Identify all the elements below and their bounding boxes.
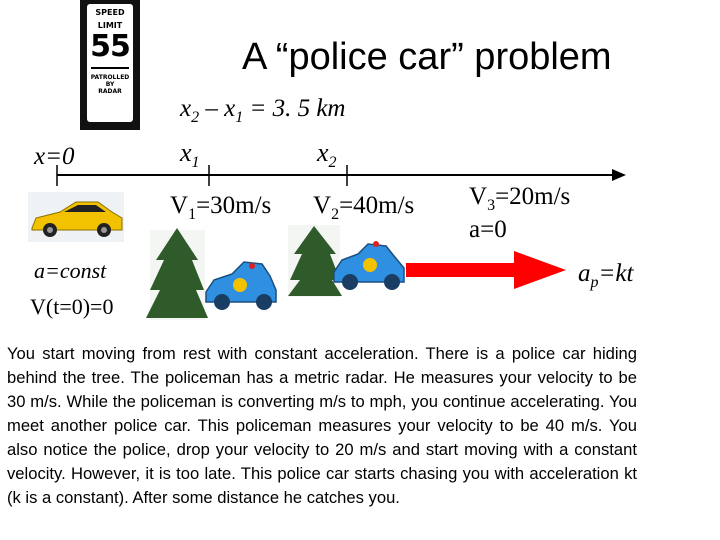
- sign-radar-text: RADAR: [98, 88, 122, 95]
- sign-patrolled-text: PATROLLED: [90, 74, 130, 81]
- problem-description: You start moving from rest with constant acceleration. There is a police car hiding behind the tree. The policeman has a metric radar. He measures your velocity to be 30 m/s. While the policeman is converting m/s to mph, you continue accelerating. You meet another police car. This policeman measures your velocity to be 40 m/s. You also notice the police, drop your velocity to 20 m/s and start moving with a constant velocity. However, it is too late. This police car starts chasing you with acceleration kt (k is a constant). After some distance he catches you.: [7, 344, 637, 507]
- police-car-icon: [206, 262, 276, 310]
- label-x1: $x_1$: [180, 138, 200, 172]
- slide-title: A “police car” problem: [242, 36, 612, 78]
- label-v2: $V_2=40m/s$: [313, 192, 415, 223]
- tree-icon: [288, 225, 342, 297]
- label-a-zero: a=0: [469, 216, 507, 243]
- red-arrow: [406, 251, 566, 289]
- sign-limit-text: LIMIT: [97, 21, 123, 30]
- label-v1: $V_1=30m/s$: [170, 192, 272, 223]
- label-a-const: a=const: [34, 258, 107, 283]
- distance-equation: $x_2 - x_1 = 3$. 5 km: [180, 95, 346, 126]
- sign-by-text: BY: [105, 81, 115, 88]
- label-x2: $x_2$: [317, 138, 337, 172]
- sign-number: 55: [90, 29, 130, 64]
- yellow-sports-car-icon: [28, 192, 124, 242]
- sign-speed-text: SPEED: [95, 8, 125, 17]
- axis-arrowhead: [612, 169, 626, 181]
- label-v3: $V_3=20m/s$: [469, 183, 571, 214]
- label-ap: $a_p=kt$: [578, 260, 634, 291]
- tree-icon: [146, 228, 208, 320]
- label-x0: x=0: [34, 143, 75, 170]
- police-car-icon: [334, 241, 404, 290]
- label-v-t0: V(t=0)=0: [30, 294, 114, 319]
